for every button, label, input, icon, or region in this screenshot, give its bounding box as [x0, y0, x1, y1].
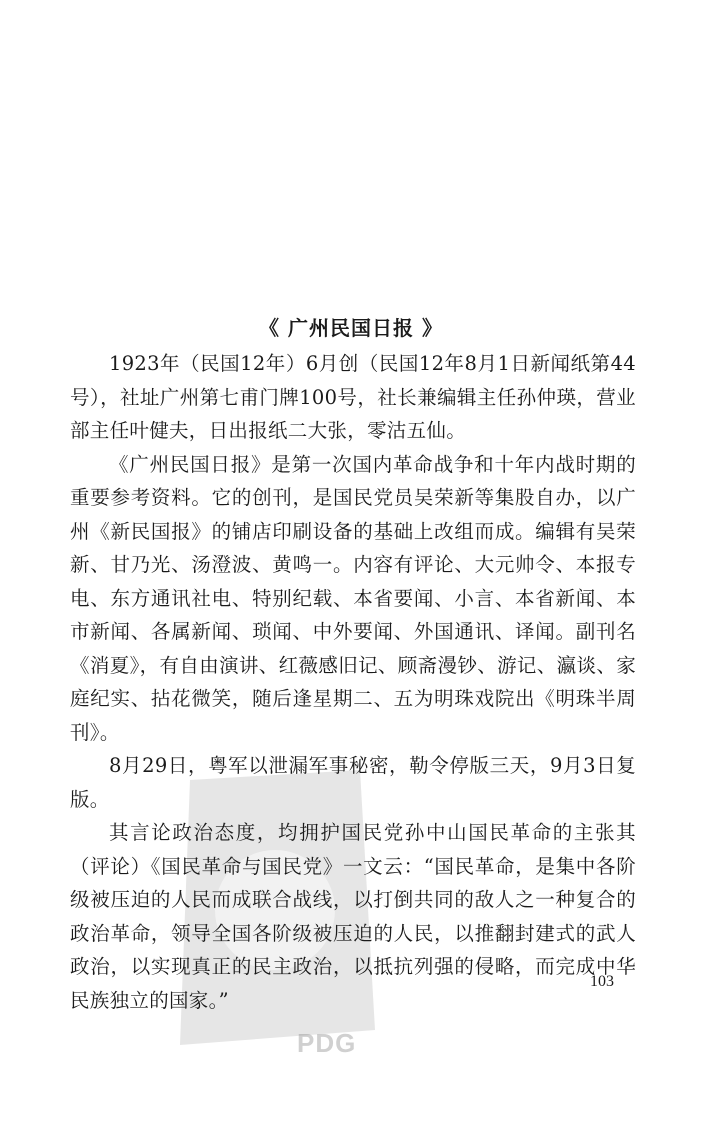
- paragraph-overview: 《广州民国日报》是第一次国内革命战争和十年内战时期的重要参考资料。它的创刊，是国民党员吴荣新等集股自办，以广州《新民国报》的铺店印刷设备的基础上改组而成。编辑有吴荣新、甘乃光、汤澄波、黄鸣一。内容有评论、大元帅令、本报专电、东方通讯社电、特别纪载、本省要闻、小言、本省新闻、本市新闻、各属新闻、琐闻、中外要闻、外国通讯、译闻。副刊名《消夏》，有自由演讲、红薇感旧记、顾斋漫钞、游记、瀛谈、家庭纪实、拈花微笑，随后逢星期二、五为明珠戏院出《明珠半周刊》。: [70, 452, 636, 744]
- article-title: 《 广州民国日报 》: [259, 316, 443, 340]
- paragraph-founding-info: 1923年（民国12年）6月创（民国12年8月1日新闻纸第44号），社址广州第七甫门牌100号，社长兼编辑主任孙仲瑛，营业部主任叶健夫，日出报纸二大张，零沽五仙。: [70, 352, 636, 442]
- article-body: [70, 347, 636, 1017]
- page-number: 103: [590, 973, 614, 990]
- watermark-text: PDG: [297, 1028, 357, 1058]
- paragraph-political-stance: 其言论政治态度，均拥护国民党孙中山国民革命的主张其（评论）《国民革命与国民党》一文云：“国民革命，是集中各阶级被压迫的人民而成联合战线，以打倒共同的敌人之一种复合的政治革命，领导全国各阶级被压迫的人民，以推翻封建式的武人政治，以实现真正的民主政治，以抵抗列强的侵略，而完成中华民族独立的国家。”: [70, 821, 636, 1012]
- paragraph-suspension: 8月29日，粤军以泄漏军事秘密，勒令停版三天，9月3日复版。: [70, 754, 636, 811]
